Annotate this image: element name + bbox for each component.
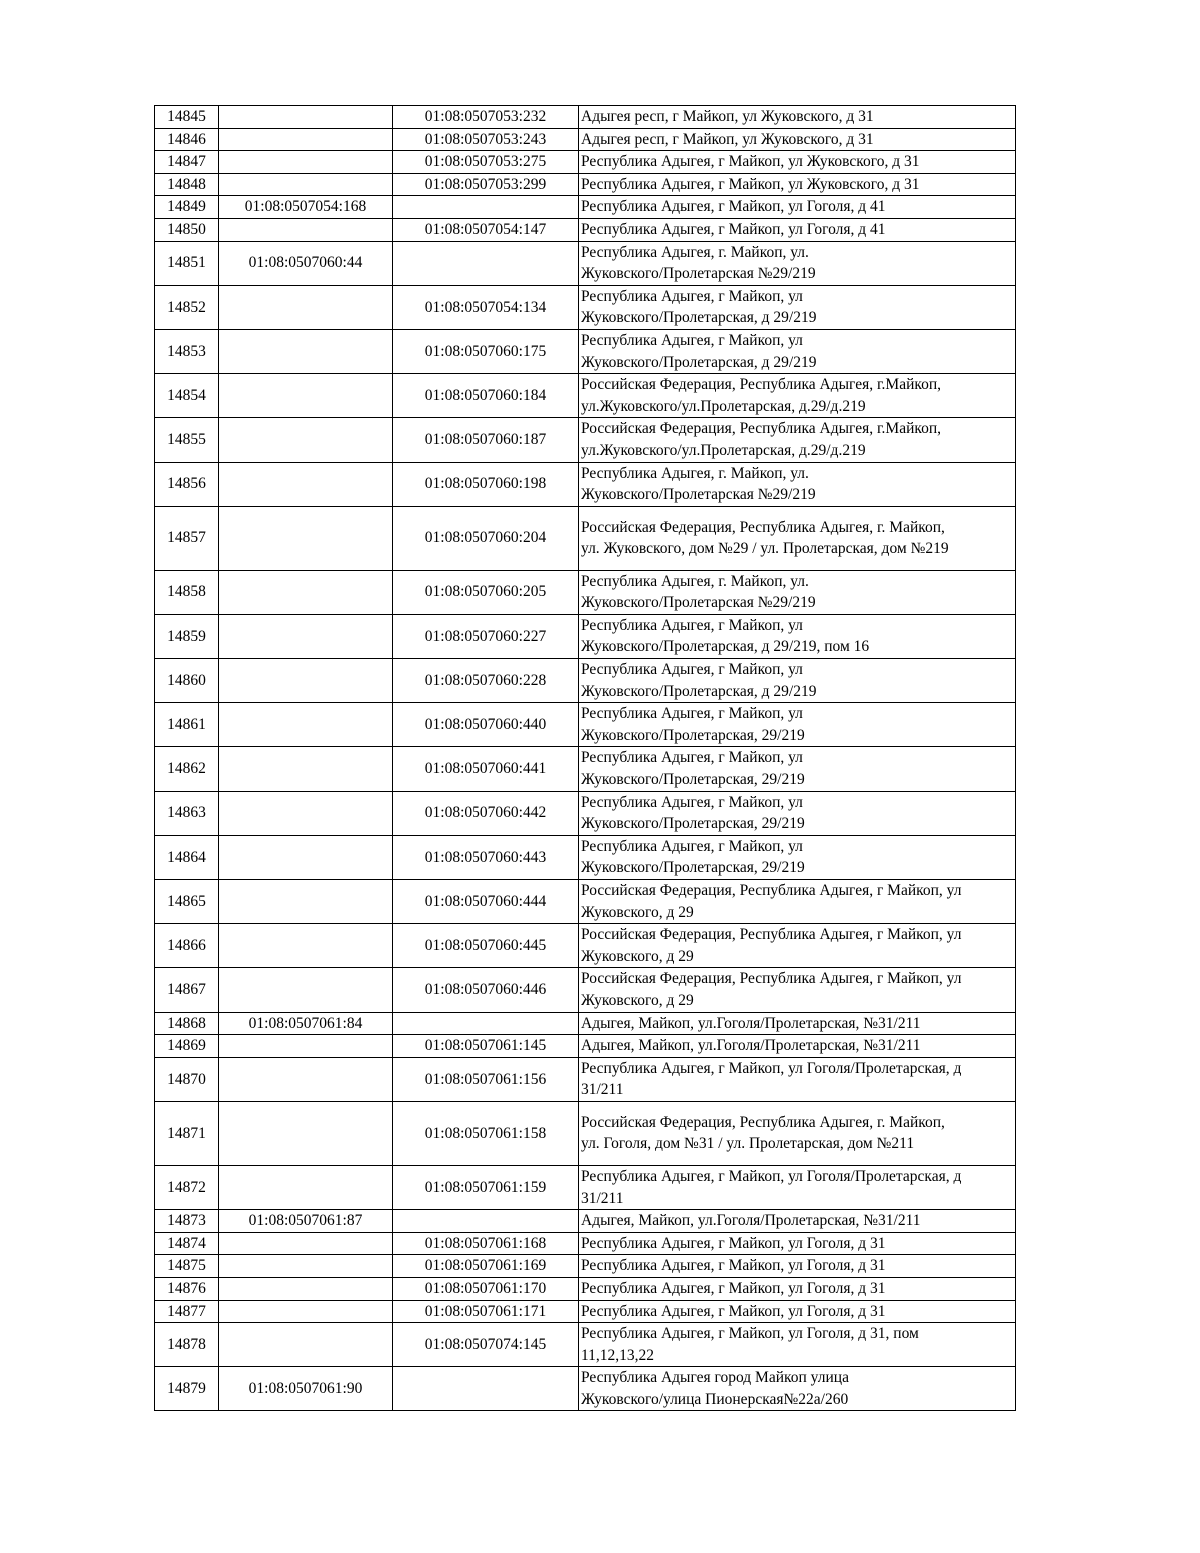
building-cadastral-cell bbox=[219, 173, 393, 196]
premises-cadastral-cell: 01:08:0507060:446 bbox=[393, 968, 579, 1012]
address-cell: Адыгея, Майкоп, ул.Гоголя/Пролетарская, №31/211 bbox=[579, 1035, 1016, 1058]
premises-cadastral-cell: 01:08:0507060:444 bbox=[393, 880, 579, 924]
address-cell: Республика Адыгея, г Майкоп, ул Гоголя, д 31 bbox=[579, 1255, 1016, 1278]
row-number-cell: 14871 bbox=[155, 1101, 219, 1165]
building-cadastral-cell bbox=[219, 1277, 393, 1300]
address-cell: Адыгея, Майкоп, ул.Гоголя/Пролетарская, №31/211 bbox=[579, 1210, 1016, 1233]
row-number-cell: 14868 bbox=[155, 1012, 219, 1035]
address-cell: Республика Адыгея, г Майкоп, ул Жуковского/Пролетарская, д 29/219 bbox=[579, 659, 1016, 703]
row-number-cell: 14869 bbox=[155, 1035, 219, 1058]
building-cadastral-cell bbox=[219, 659, 393, 703]
premises-cadastral-cell: 01:08:0507060:187 bbox=[393, 418, 579, 462]
row-number-cell: 14856 bbox=[155, 462, 219, 506]
building-cadastral-cell bbox=[219, 329, 393, 373]
table-row bbox=[155, 570, 1016, 614]
row-number-cell: 14855 bbox=[155, 418, 219, 462]
table-row bbox=[155, 1012, 1016, 1035]
row-number-cell: 14861 bbox=[155, 703, 219, 747]
table-row bbox=[155, 1323, 1016, 1367]
address-cell: Республика Адыгея, г Майкоп, ул Жуковского, д 31 bbox=[579, 173, 1016, 196]
building-cadastral-cell bbox=[219, 1323, 393, 1367]
building-cadastral-cell bbox=[219, 506, 393, 570]
building-cadastral-cell bbox=[219, 128, 393, 151]
cadastral-table bbox=[154, 105, 1016, 1411]
address-cell: Российская Федерация, Республика Адыгея, г. Майкоп, ул. Жуковского, дом №29 / ул. Пролетарская, дом №219 bbox=[579, 506, 1016, 570]
building-cadastral-cell bbox=[219, 1101, 393, 1165]
address-cell: Республика Адыгея, г. Майкоп, ул. Жуковского/Пролетарская №29/219 bbox=[579, 241, 1016, 285]
building-cadastral-cell: 01:08:0507061:84 bbox=[219, 1012, 393, 1035]
row-number-cell: 14845 bbox=[155, 106, 219, 129]
address-cell: Республика Адыгея, г Майкоп, ул Жуковского/Пролетарская, д 29/219 bbox=[579, 285, 1016, 329]
address-cell: Адыгея респ, г Майкоп, ул Жуковского, д 31 bbox=[579, 106, 1016, 129]
premises-cadastral-cell bbox=[393, 1367, 579, 1411]
table-row bbox=[155, 418, 1016, 462]
address-cell: Республика Адыгея, г Майкоп, ул Гоголя, д 41 bbox=[579, 196, 1016, 219]
table-row bbox=[155, 924, 1016, 968]
address-cell: Российская Федерация, Республика Адыгея, г Майкоп, ул Жуковского, д 29 bbox=[579, 924, 1016, 968]
premises-cadastral-cell: 01:08:0507074:145 bbox=[393, 1323, 579, 1367]
building-cadastral-cell bbox=[219, 1300, 393, 1323]
building-cadastral-cell bbox=[219, 151, 393, 174]
table-row bbox=[155, 1210, 1016, 1233]
building-cadastral-cell bbox=[219, 968, 393, 1012]
building-cadastral-cell bbox=[219, 285, 393, 329]
building-cadastral-cell: 01:08:0507061:90 bbox=[219, 1367, 393, 1411]
table-row bbox=[155, 106, 1016, 129]
address-cell: Республика Адыгея, г. Майкоп, ул. Жуковского/Пролетарская №29/219 bbox=[579, 570, 1016, 614]
premises-cadastral-cell: 01:08:0507061:170 bbox=[393, 1277, 579, 1300]
row-number-cell: 14850 bbox=[155, 218, 219, 241]
table-row bbox=[155, 374, 1016, 418]
table-row bbox=[155, 1165, 1016, 1209]
address-cell: Республика Адыгея, г Майкоп, ул Жуковского/Пролетарская, д 29/219 bbox=[579, 329, 1016, 373]
address-cell: Республика Адыгея, г Майкоп, ул Жуковского/Пролетарская, д 29/219, пом 16 bbox=[579, 614, 1016, 658]
building-cadastral-cell bbox=[219, 924, 393, 968]
building-cadastral-cell: 01:08:0507060:44 bbox=[219, 241, 393, 285]
table-row bbox=[155, 285, 1016, 329]
address-cell: Республика Адыгея, г Майкоп, ул Гоголя, д 31 bbox=[579, 1300, 1016, 1323]
row-number-cell: 14864 bbox=[155, 835, 219, 879]
building-cadastral-cell: 01:08:0507054:168 bbox=[219, 196, 393, 219]
row-number-cell: 14877 bbox=[155, 1300, 219, 1323]
premises-cadastral-cell: 01:08:0507060:442 bbox=[393, 791, 579, 835]
table-row bbox=[155, 1255, 1016, 1278]
premises-cadastral-cell: 01:08:0507061:169 bbox=[393, 1255, 579, 1278]
table-row bbox=[155, 218, 1016, 241]
premises-cadastral-cell bbox=[393, 1210, 579, 1233]
table-row bbox=[155, 880, 1016, 924]
premises-cadastral-cell: 01:08:0507060:440 bbox=[393, 703, 579, 747]
table-row bbox=[155, 1367, 1016, 1411]
premises-cadastral-cell: 01:08:0507053:243 bbox=[393, 128, 579, 151]
building-cadastral-cell bbox=[219, 374, 393, 418]
table-row bbox=[155, 835, 1016, 879]
table-row bbox=[155, 791, 1016, 835]
row-number-cell: 14876 bbox=[155, 1277, 219, 1300]
row-number-cell: 14849 bbox=[155, 196, 219, 219]
row-number-cell: 14879 bbox=[155, 1367, 219, 1411]
premises-cadastral-cell: 01:08:0507060:441 bbox=[393, 747, 579, 791]
address-cell: Республика Адыгея, г Майкоп, ул Жуковского/Пролетарская, 29/219 bbox=[579, 835, 1016, 879]
table-row bbox=[155, 703, 1016, 747]
table-row bbox=[155, 196, 1016, 219]
building-cadastral-cell bbox=[219, 880, 393, 924]
building-cadastral-cell bbox=[219, 1165, 393, 1209]
row-number-cell: 14870 bbox=[155, 1057, 219, 1101]
table-row bbox=[155, 241, 1016, 285]
table-row bbox=[155, 1035, 1016, 1058]
premises-cadastral-cell: 01:08:0507060:204 bbox=[393, 506, 579, 570]
premises-cadastral-cell: 01:08:0507061:156 bbox=[393, 1057, 579, 1101]
address-cell: Республика Адыгея, г. Майкоп, ул. Жуковского/Пролетарская №29/219 bbox=[579, 462, 1016, 506]
row-number-cell: 14853 bbox=[155, 329, 219, 373]
premises-cadastral-cell: 01:08:0507060:443 bbox=[393, 835, 579, 879]
address-cell: Российская Федерация, Республика Адыгея, г Майкоп, ул Жуковского, д 29 bbox=[579, 880, 1016, 924]
table-body bbox=[155, 106, 1016, 1411]
premises-cadastral-cell: 01:08:0507061:159 bbox=[393, 1165, 579, 1209]
row-number-cell: 14866 bbox=[155, 924, 219, 968]
address-cell: Адыгея, Майкоп, ул.Гоголя/Пролетарская, №31/211 bbox=[579, 1012, 1016, 1035]
row-number-cell: 14851 bbox=[155, 241, 219, 285]
building-cadastral-cell bbox=[219, 570, 393, 614]
document-page bbox=[154, 105, 1016, 1411]
premises-cadastral-cell: 01:08:0507060:175 bbox=[393, 329, 579, 373]
premises-cadastral-cell: 01:08:0507061:158 bbox=[393, 1101, 579, 1165]
row-number-cell: 14878 bbox=[155, 1323, 219, 1367]
address-cell: Республика Адыгея, г Майкоп, ул Жуковского/Пролетарская, 29/219 bbox=[579, 703, 1016, 747]
premises-cadastral-cell: 01:08:0507060:184 bbox=[393, 374, 579, 418]
row-number-cell: 14859 bbox=[155, 614, 219, 658]
row-number-cell: 14875 bbox=[155, 1255, 219, 1278]
premises-cadastral-cell: 01:08:0507061:145 bbox=[393, 1035, 579, 1058]
premises-cadastral-cell bbox=[393, 196, 579, 219]
row-number-cell: 14854 bbox=[155, 374, 219, 418]
row-number-cell: 14858 bbox=[155, 570, 219, 614]
premises-cadastral-cell: 01:08:0507054:147 bbox=[393, 218, 579, 241]
address-cell: Республика Адыгея, г Майкоп, ул Жуковского/Пролетарская, 29/219 bbox=[579, 791, 1016, 835]
address-cell: Российская Федерация, Республика Адыгея, г Майкоп, ул Жуковского, д 29 bbox=[579, 968, 1016, 1012]
premises-cadastral-cell: 01:08:0507053:275 bbox=[393, 151, 579, 174]
row-number-cell: 14865 bbox=[155, 880, 219, 924]
row-number-cell: 14847 bbox=[155, 151, 219, 174]
address-cell: Республика Адыгея, г Майкоп, ул Гоголя, д 31 bbox=[579, 1232, 1016, 1255]
building-cadastral-cell bbox=[219, 418, 393, 462]
building-cadastral-cell bbox=[219, 1035, 393, 1058]
address-cell: Российская Федерация, Республика Адыгея, г.Майкоп, ул.Жуковского/ул.Пролетарская, д.29/д.219 bbox=[579, 418, 1016, 462]
premises-cadastral-cell bbox=[393, 1012, 579, 1035]
table-row bbox=[155, 173, 1016, 196]
premises-cadastral-cell: 01:08:0507053:299 bbox=[393, 173, 579, 196]
premises-cadastral-cell: 01:08:0507060:445 bbox=[393, 924, 579, 968]
premises-cadastral-cell: 01:08:0507053:232 bbox=[393, 106, 579, 129]
row-number-cell: 14872 bbox=[155, 1165, 219, 1209]
address-cell: Адыгея респ, г Майкоп, ул Жуковского, д 31 bbox=[579, 128, 1016, 151]
table-row bbox=[155, 1232, 1016, 1255]
table-row bbox=[155, 659, 1016, 703]
address-cell: Республика Адыгея, г Майкоп, ул Гоголя, д 31 bbox=[579, 1277, 1016, 1300]
building-cadastral-cell bbox=[219, 218, 393, 241]
address-cell: Республика Адыгея, г Майкоп, ул Жуковского/Пролетарская, 29/219 bbox=[579, 747, 1016, 791]
building-cadastral-cell bbox=[219, 106, 393, 129]
table-row bbox=[155, 747, 1016, 791]
premises-cadastral-cell: 01:08:0507054:134 bbox=[393, 285, 579, 329]
row-number-cell: 14874 bbox=[155, 1232, 219, 1255]
row-number-cell: 14860 bbox=[155, 659, 219, 703]
address-cell: Российская Федерация, Республика Адыгея, г.Майкоп, ул.Жуковского/ул.Пролетарская, д.29/д.219 bbox=[579, 374, 1016, 418]
building-cadastral-cell bbox=[219, 614, 393, 658]
table-row bbox=[155, 968, 1016, 1012]
address-cell: Республика Адыгея, г Майкоп, ул Гоголя, д 31, пом 11,12,13,22 bbox=[579, 1323, 1016, 1367]
building-cadastral-cell bbox=[219, 1255, 393, 1278]
table-row bbox=[155, 151, 1016, 174]
row-number-cell: 14873 bbox=[155, 1210, 219, 1233]
building-cadastral-cell: 01:08:0507061:87 bbox=[219, 1210, 393, 1233]
row-number-cell: 14848 bbox=[155, 173, 219, 196]
building-cadastral-cell bbox=[219, 462, 393, 506]
table-row bbox=[155, 614, 1016, 658]
building-cadastral-cell bbox=[219, 1057, 393, 1101]
row-number-cell: 14852 bbox=[155, 285, 219, 329]
premises-cadastral-cell: 01:08:0507060:198 bbox=[393, 462, 579, 506]
row-number-cell: 14857 bbox=[155, 506, 219, 570]
building-cadastral-cell bbox=[219, 703, 393, 747]
premises-cadastral-cell bbox=[393, 241, 579, 285]
premises-cadastral-cell: 01:08:0507060:205 bbox=[393, 570, 579, 614]
table-row bbox=[155, 506, 1016, 570]
row-number-cell: 14862 bbox=[155, 747, 219, 791]
address-cell: Республика Адыгея город Майкоп улица Жуковского/улица Пионерская№22а/260 bbox=[579, 1367, 1016, 1411]
address-cell: Республика Адыгея, г Майкоп, ул Гоголя/Пролетарская, д 31/211 bbox=[579, 1165, 1016, 1209]
address-cell: Республика Адыгея, г Майкоп, ул Гоголя/Пролетарская, д 31/211 bbox=[579, 1057, 1016, 1101]
table-row bbox=[155, 462, 1016, 506]
row-number-cell: 14863 bbox=[155, 791, 219, 835]
building-cadastral-cell bbox=[219, 747, 393, 791]
table-row bbox=[155, 1057, 1016, 1101]
table-row bbox=[155, 1101, 1016, 1165]
premises-cadastral-cell: 01:08:0507061:171 bbox=[393, 1300, 579, 1323]
premises-cadastral-cell: 01:08:0507060:227 bbox=[393, 614, 579, 658]
row-number-cell: 14846 bbox=[155, 128, 219, 151]
table-row bbox=[155, 1277, 1016, 1300]
table-row bbox=[155, 329, 1016, 373]
address-cell: Республика Адыгея, г Майкоп, ул Жуковского, д 31 bbox=[579, 151, 1016, 174]
premises-cadastral-cell: 01:08:0507061:168 bbox=[393, 1232, 579, 1255]
address-cell: Республика Адыгея, г Майкоп, ул Гоголя, д 41 bbox=[579, 218, 1016, 241]
building-cadastral-cell bbox=[219, 791, 393, 835]
building-cadastral-cell bbox=[219, 835, 393, 879]
building-cadastral-cell bbox=[219, 1232, 393, 1255]
address-cell: Российская Федерация, Республика Адыгея, г. Майкоп, ул. Гоголя, дом №31 / ул. Пролетарская, дом №211 bbox=[579, 1101, 1016, 1165]
row-number-cell: 14867 bbox=[155, 968, 219, 1012]
table-row bbox=[155, 128, 1016, 151]
table-row bbox=[155, 1300, 1016, 1323]
premises-cadastral-cell: 01:08:0507060:228 bbox=[393, 659, 579, 703]
